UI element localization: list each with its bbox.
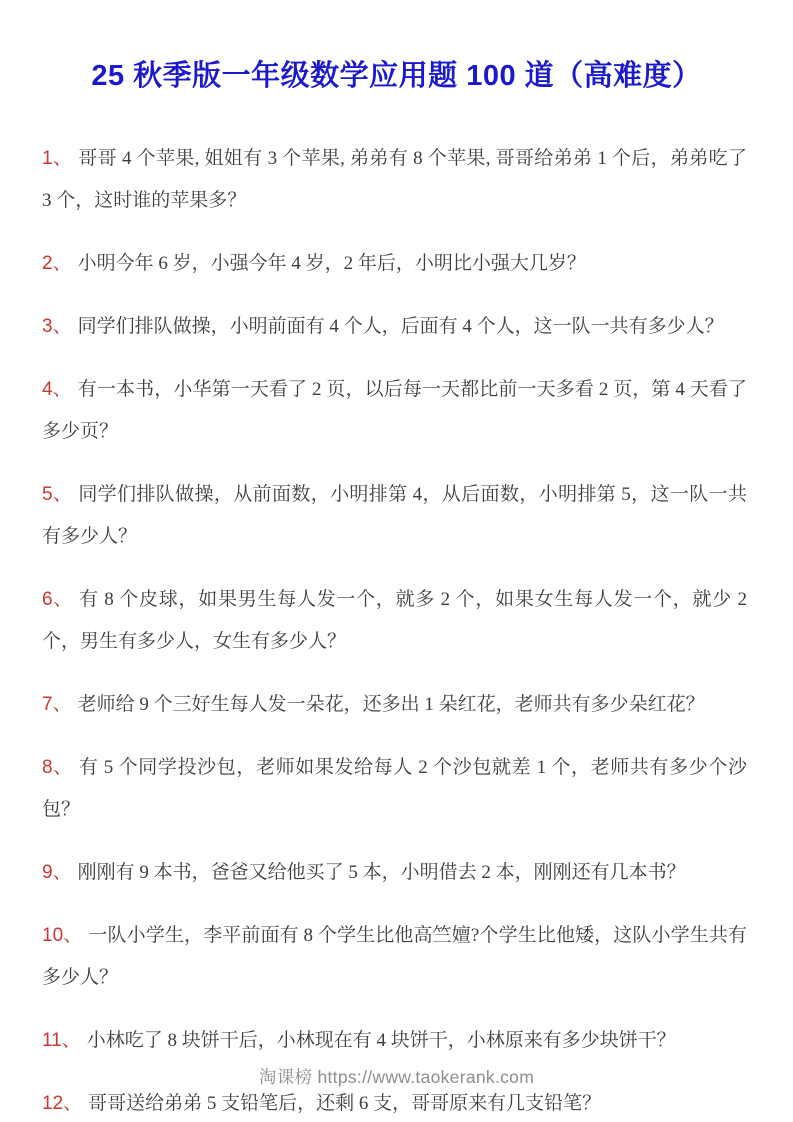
question-item-2 — [42, 243, 747, 285]
question-item-4 — [42, 369, 747, 453]
question-number: 10、 — [42, 925, 83, 946]
question-text: 有 8 个皮球，如果男生每人发一个，就多 2 个，如果女生每人发一个，就少 2 个，男生有多少人，女生有多少人？ — [42, 589, 747, 652]
question-item-10 — [42, 915, 747, 999]
question-text: 有一本书，小华第一天看了 2 页，以后每一天都比前一天多看 2 页，第 4 天看了多少页？ — [42, 379, 747, 442]
question-number: 1、 — [42, 148, 73, 169]
question-text: 有 5 个同学投沙包，老师如果发给每人 2 个沙包就差 1 个，老师共有多少个沙包？ — [42, 757, 747, 820]
question-text: 刚刚有 9 本书，爸爸又给他买了 5 本，小明借去 2 本，刚刚还有几本书？ — [77, 862, 686, 883]
question-number: 12、 — [42, 1093, 83, 1114]
question-text: 小明今年 6 岁，小强今年 4 岁，2 年后，小明比小强大几岁？ — [77, 253, 586, 274]
question-text: 小林吃了 8 块饼干后，小林现在有 4 块饼干，小林原来有多少块饼干？ — [86, 1030, 676, 1051]
question-item-6 — [42, 579, 747, 663]
question-text: 哥哥 4 个苹果, 姐姐有 3 个苹果, 弟弟有 8 个苹果, 哥哥给弟弟 1 个后，弟弟吃了 3 个，这时谁的苹果多？ — [42, 148, 747, 211]
question-text: 老师给 9 个三好生每人发一朵花，还多出 1 朵红花，老师共有多少朵红花？ — [77, 694, 705, 715]
question-number: 2、 — [42, 253, 72, 274]
question-item-9 — [42, 852, 747, 894]
question-item-11 — [42, 1020, 747, 1062]
question-number: 6、 — [42, 589, 74, 610]
question-number: 9、 — [42, 862, 72, 883]
question-number: 7、 — [42, 694, 72, 715]
question-item-1 — [42, 138, 747, 222]
question-number: 5、 — [42, 484, 73, 505]
question-text: 哥哥送给弟弟 5 支铅笔后，还剩 6 支，哥哥原来有几支铅笔？ — [88, 1093, 602, 1114]
question-text: 一队小学生，李平前面有 8 个学生比他高竺嬗?个学生比他矮，这队小学生共有多少人？ — [42, 925, 747, 988]
question-text: 同学们排队做操，从前面数，小明排第 4，从后面数，小明排第 5，这一队一共有多少人？ — [42, 484, 747, 547]
question-item-3 — [42, 306, 747, 348]
question-item-8 — [42, 747, 747, 831]
page-title: 25 秋季版一年级数学应用题 100 道（高难度） — [91, 60, 702, 92]
question-number: 8、 — [42, 757, 73, 778]
question-number: 4、 — [42, 379, 72, 400]
question-text: 同学们排队做操，小明前面有 4 个人，后面有 4 个人，这一队一共有多少人？ — [77, 316, 724, 337]
question-item-7 — [42, 684, 747, 726]
question-item-5 — [42, 474, 747, 558]
question-list — [42, 138, 747, 1122]
question-number: 11、 — [42, 1030, 81, 1051]
question-number: 3、 — [42, 316, 72, 337]
footer-watermark: 淘课榜 https://www.taokerank.com — [258, 1067, 535, 1087]
